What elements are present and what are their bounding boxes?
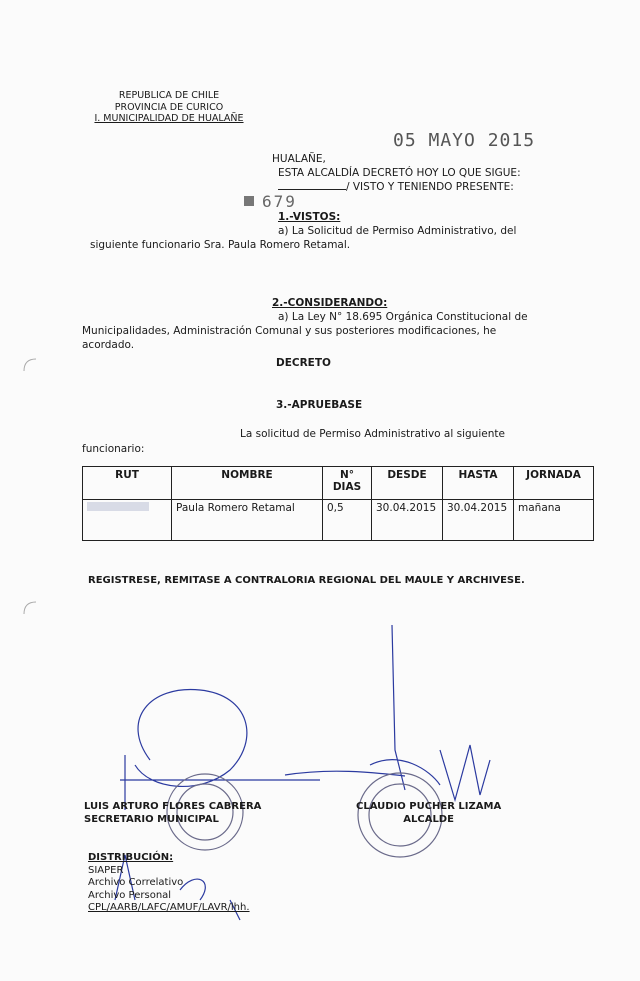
decreto-label: DECRETO — [276, 357, 331, 369]
distribution-item: CPL/AARB/LAFC/AMUF/LAVR/lhh. — [88, 902, 250, 913]
section-considerando-line2: Municipalidades, Administración Comunal y sus posteriores modificaciones, he — [82, 325, 497, 337]
signature-right-block — [356, 800, 501, 826]
section-apruebase-title: 3.-APRUEBASE — [276, 399, 363, 411]
visto-text: / VISTO Y TENIENDO PRESENTE: — [346, 181, 514, 193]
cell-nombre: Paula Romero Retamal — [172, 500, 323, 541]
signature-left-block — [84, 800, 261, 826]
distribution-item: SIAPER — [88, 864, 124, 876]
col-hasta: HASTA — [443, 467, 514, 500]
col-nombre: NOMBRE — [172, 467, 323, 500]
section-apruebase-line2: funcionario: — [82, 443, 145, 455]
left-signer-title: SECRETARIO MUNICIPAL — [84, 814, 219, 825]
section-apruebase-line1: La solicitud de Permiso Administrativo al siguiente — [240, 428, 505, 440]
distribution-item: Archivo Correlativo — [88, 877, 184, 888]
permit-table — [82, 466, 594, 541]
date-stamp: 05 MAYO 2015 — [393, 130, 536, 151]
place-label: HUALAÑE, — [272, 153, 326, 165]
table-row — [83, 500, 594, 541]
stamp-mark — [244, 196, 254, 206]
section-considerando-line3: acordado. — [82, 339, 135, 351]
col-jornada: JORNADA — [514, 467, 594, 500]
decree-number: 679 — [262, 192, 297, 211]
visto-line — [278, 180, 514, 194]
cell-desde: 30.04.2015 — [372, 500, 443, 541]
section-vistos-line2: siguiente funcionario Sra. Paula Romero Retamal. — [90, 239, 351, 251]
right-signer-title: ALCALDE — [403, 814, 454, 825]
col-desde: DESDE — [372, 467, 443, 500]
left-signer-name: LUIS ARTURO FLORES CABRERA — [84, 801, 262, 812]
cell-hasta: 30.04.2015 — [443, 500, 514, 541]
col-dias: N° DIAS — [323, 467, 372, 500]
cell-dias: 0,5 — [323, 500, 372, 541]
signature-right — [285, 625, 490, 800]
signature-left — [120, 690, 320, 810]
distribution-item: Archivo Personal — [88, 889, 172, 901]
header-province: PROVINCIA DE CURICO — [114, 101, 224, 113]
header-municipality: I. MUNICIPALIDAD DE HUALAÑE — [94, 113, 244, 124]
distribution-block — [88, 852, 250, 915]
section-vistos-line1: a) La Solicitud de Permiso Administrativo, del — [278, 225, 517, 237]
cell-jornada: mañana — [514, 500, 594, 541]
col-rut: RUT — [83, 467, 172, 500]
section-considerando-title: 2.-CONSIDERANDO: — [272, 297, 388, 309]
cell-rut-redacted — [83, 500, 172, 541]
table-header-row — [83, 467, 594, 500]
right-signer-name: CLAUDIO PUCHER LIZAMA — [356, 801, 502, 812]
section-considerando-line1: a) La Ley N° 18.695 Orgánica Constitucional de — [278, 311, 528, 323]
institution-header — [84, 90, 254, 125]
punch-hole-mark — [20, 355, 40, 375]
distribution-title: DISTRIBUCIÓN: — [88, 852, 174, 863]
section-vistos-title: 1.-VISTOS: — [278, 211, 341, 223]
decree-intro: ESTA ALCALDÍA DECRETÓ HOY LO QUE SIGUE: — [278, 167, 521, 179]
closing-statement: REGISTRESE, REMITASE A CONTRALORIA REGIONAL DEL MAULE Y ARCHIVESE. — [88, 575, 525, 586]
header-country: REPUBLICA DE CHILE — [118, 90, 220, 101]
